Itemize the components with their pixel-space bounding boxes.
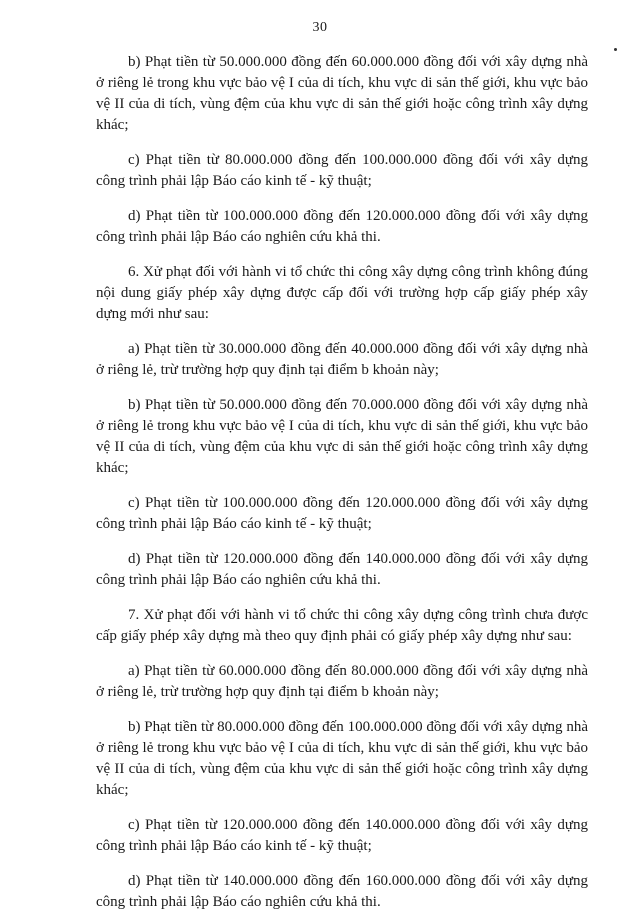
paragraph-7d: d) Phạt tiền từ 140.000.000 đồng đến 160.000.000 đồng đối với xây dựng công trình phải lập Báo cáo nghiên cứu khả thi. (96, 873, 588, 910)
paragraph-7-heading: 7. Xử phạt đối với hành vi tổ chức thi công xây dựng công trình chưa được cấp giấy phép xây dựng mà theo quy định phải có giấy phép xây dựng như sau: (96, 607, 588, 644)
paragraph-6-heading: 6. Xử phạt đối với hành vi tổ chức thi công xây dựng công trình không đúng nội dung giấy phép xây dựng được cấp đối với trường hợp cấp giấy phép xây dựng mới như sau: (96, 264, 588, 322)
document-body (96, 52, 588, 913)
paragraph-6d: d) Phạt tiền từ 120.000.000 đồng đến 140.000.000 đồng đối với xây dựng công trình phải lập Báo cáo nghiên cứu khả thi. (96, 551, 588, 588)
paragraph-7c: c) Phạt tiền từ 120.000.000 đồng đến 140.000.000 đồng đối với xây dựng công trình phải lập Báo cáo kinh tế - kỹ thuật; (96, 817, 588, 854)
paragraph-7b: b) Phạt tiền từ 80.000.000 đồng đến 100.000.000 đồng đối với xây dựng nhà ở riêng lẻ trong khu vực bảo vệ I của di tích, khu vực di sản thế giới, khu vực bảo vệ II của di tích, vùng đệm của khu vực di sản thế giới hoặc công trình xây dựng khác; (96, 719, 588, 798)
page-number: 30 (312, 20, 328, 35)
scan-speck (614, 48, 617, 51)
paragraph-7a: a) Phạt tiền từ 60.000.000 đồng đến 80.000.000 đồng đối với xây dựng nhà ở riêng lẻ, trừ trường hợp quy định tại điểm b khoản này; (96, 663, 588, 700)
paragraph-6a: a) Phạt tiền từ 30.000.000 đồng đến 40.000.000 đồng đối với xây dựng nhà ở riêng lẻ, trừ trường hợp quy định tại điểm b khoản này; (96, 341, 588, 378)
paragraph-5c: c) Phạt tiền từ 80.000.000 đồng đến 100.000.000 đồng đối với xây dựng công trình phải lập Báo cáo kinh tế - kỹ thuật; (96, 152, 588, 189)
paragraph-5b: b) Phạt tiền từ 50.000.000 đồng đến 60.000.000 đồng đối với xây dựng nhà ở riêng lẻ trong khu vực bảo vệ I của di tích, khu vực di sản thế giới, khu vực bảo vệ II của di tích, vùng đệm của khu vực di sản thế giới hoặc công trình xây dựng khác; (96, 54, 588, 133)
paragraph-6c: c) Phạt tiền từ 100.000.000 đồng đến 120.000.000 đồng đối với xây dựng công trình phải lập Báo cáo kinh tế - kỹ thuật; (96, 495, 588, 532)
paragraph-5d: d) Phạt tiền từ 100.000.000 đồng đến 120.000.000 đồng đối với xây dựng công trình phải lập Báo cáo nghiên cứu khả thi. (96, 208, 588, 245)
paragraph-6b: b) Phạt tiền từ 50.000.000 đồng đến 70.000.000 đồng đối với xây dựng nhà ở riêng lẻ trong khu vực bảo vệ I của di tích, khu vực di sản thế giới, khu vực bảo vệ II của di tích, vùng đệm của khu vực di sản thế giới hoặc công trình xây dựng khác; (96, 397, 588, 476)
